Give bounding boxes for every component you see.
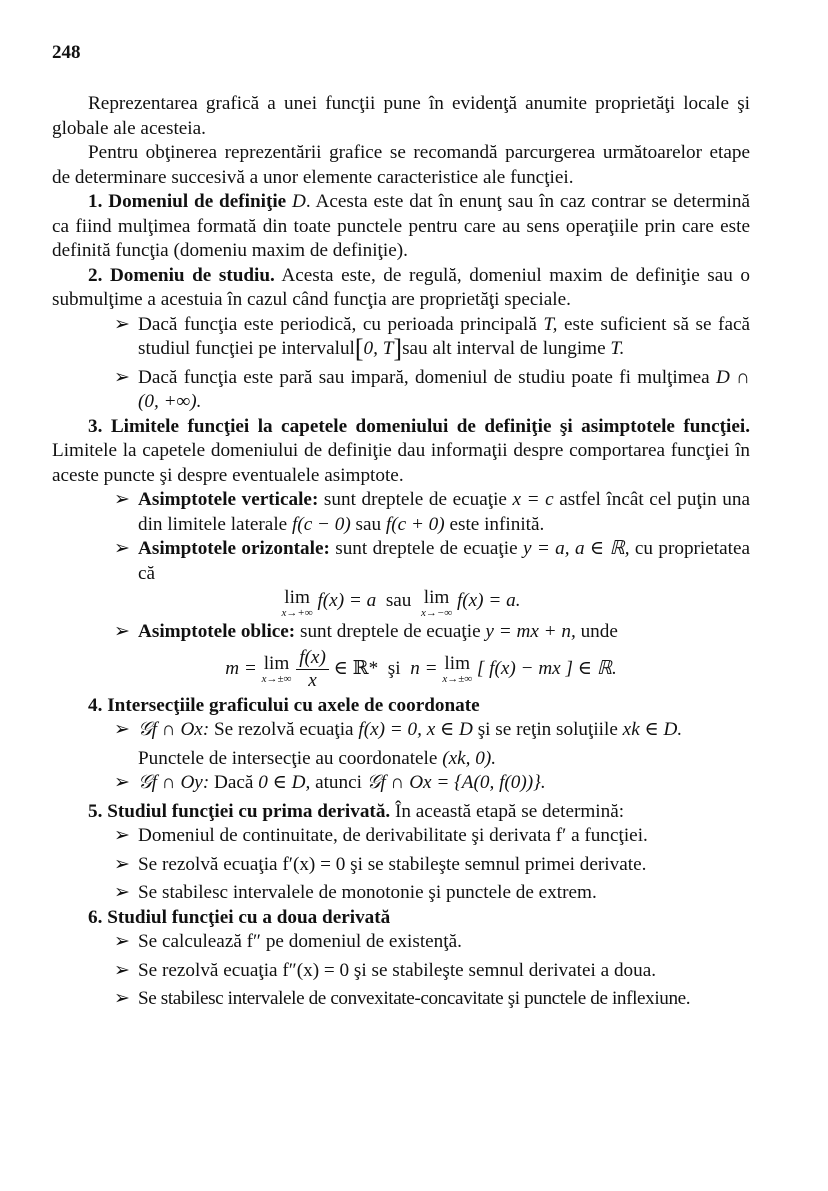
bullet-text: Se rezolvă ecuaţia bbox=[209, 719, 359, 740]
math-result: 𝒢f ∩ Ox = {A(0, f(0))}. bbox=[366, 772, 546, 793]
math-set: ∈ ℝ* bbox=[333, 657, 379, 679]
section-3-title: 3. Limitele funcţiei la capetele domeniului de definiţie şi asimptotele funcţiei. bbox=[88, 415, 750, 437]
lim-operator: lim bbox=[284, 587, 310, 608]
arrow-bullet-icon: ➢ bbox=[114, 882, 131, 903]
intro-paragraph-1: Reprezentarea grafică a unei funcţii pune în evidenţă anumite proprietăţi locale şi globale ale acesteia. bbox=[52, 93, 750, 139]
bullet-text: astfel încât cel puţin una din limitele laterale bbox=[138, 489, 750, 535]
list-item bbox=[114, 620, 750, 645]
list-item: ➢ Dacă funcţia este periodică, cu perioada principală T, este suficient să se facă studiul funcţiei pe intervalul[0, T]sau alt interval de lungime T. bbox=[114, 313, 750, 363]
list-item bbox=[114, 853, 750, 878]
list-item bbox=[114, 718, 750, 743]
list-item-continuation bbox=[138, 747, 750, 772]
section-4-title: 4. Intersecţiile graficului cu axele de coordonate bbox=[88, 694, 480, 716]
page-number: 248 bbox=[52, 42, 81, 63]
list-item bbox=[114, 930, 750, 955]
section-5-title: 5. Studiul funcţiei cu prima derivată. bbox=[88, 800, 391, 822]
bullet-text: Se stabilesc intervalele de convexitate-concavitate şi punctele de inflexiune. bbox=[138, 988, 691, 1009]
arrow-bullet-icon: ➢ bbox=[114, 489, 131, 510]
arrow-bullet-icon: ➢ bbox=[114, 853, 131, 875]
vertical-asymptote-label: Asimptotele verticale: bbox=[138, 489, 319, 510]
arrow-bullet-icon: ➢ bbox=[114, 931, 131, 952]
bullet-text: Se stabilesc intervalele de monotonie şi punctele de extrem. bbox=[138, 882, 597, 903]
lim-operator: lim bbox=[263, 653, 290, 674]
math-interval: 0, T bbox=[363, 338, 394, 359]
list-item bbox=[114, 488, 750, 537]
math-eq: y = a, a ∈ ℝ, bbox=[522, 538, 630, 559]
bullet-text: este infinită. bbox=[444, 513, 545, 535]
lim-subscript: x→−∞ bbox=[420, 607, 453, 619]
arrow-bullet-icon: ➢ bbox=[114, 313, 131, 335]
lim-subscript: x→+∞ bbox=[281, 607, 313, 619]
section-2-text: Acesta este, de regulă, domeniul maxim de definiţie sau o submulţime a acestuia în cazul când funcţia are proprietăţi speciale. bbox=[52, 264, 750, 310]
math-limit: f(c + 0) bbox=[385, 513, 445, 535]
math-expr: f(x) = a. bbox=[456, 590, 521, 611]
section-6-title: 6. Studiul funcţiei cu a doua derivată bbox=[88, 906, 391, 928]
bullet-text: şi se reţin soluţiile bbox=[472, 719, 623, 740]
bullet-text: sau bbox=[350, 513, 386, 535]
fraction-denominator: x bbox=[308, 669, 317, 691]
list-item bbox=[114, 824, 750, 849]
math-coordinates: (xk, 0). bbox=[442, 747, 496, 769]
math-graph-oy: 𝒢f ∩ Oy: bbox=[138, 772, 210, 793]
arrow-bullet-icon: ➢ bbox=[114, 959, 131, 981]
math-T: T, bbox=[543, 313, 558, 335]
section-1-title: 1. Domeniul de definiţie bbox=[88, 191, 287, 212]
domain-symbol: D bbox=[292, 191, 306, 212]
arrow-bullet-icon: ➢ bbox=[114, 538, 131, 559]
page-content bbox=[52, 92, 750, 1012]
bullet-text: sunt dreptele de ecuaţie bbox=[318, 489, 513, 510]
oblique-asymptote-formula bbox=[92, 647, 750, 692]
math-eq: f(x) = 0, x ∈ D bbox=[358, 719, 473, 740]
bullet-text: Dacă funcţia este pară sau impară, domeniul de studiu poate fi mulţimea bbox=[138, 366, 716, 388]
bullet-text: Se rezolvă ecuaţia f″(x) = 0 şi se stabileşte semnul derivatei a doua. bbox=[138, 959, 657, 981]
section-3-text: Limitele la capetele domeniului de definiţie dau informaţii despre comportarea funcţiei în aceste puncte şi despre eventualele asimptote. bbox=[52, 440, 750, 486]
formula-text: sau bbox=[385, 590, 412, 611]
bullet-text: Se calculează f″ pe domeniul de existenţă. bbox=[138, 931, 462, 952]
math-solutions: xk ∈ D. bbox=[622, 719, 683, 740]
arrow-bullet-icon: ➢ bbox=[114, 825, 131, 846]
math-m: m = bbox=[225, 657, 257, 679]
formula-text: şi bbox=[387, 657, 401, 679]
section-5-heading bbox=[88, 800, 750, 825]
horizontal-asymptote-label: Asimptotele orizontale: bbox=[138, 538, 330, 559]
list-item bbox=[114, 366, 750, 415]
bullet-text: Domeniul de continuitate, de derivabilitate şi derivata f′ a funcţiei. bbox=[138, 825, 648, 846]
math-graph-ox: 𝒢f ∩ Ox: bbox=[138, 719, 210, 740]
bullet-text: cu proprietatea că bbox=[138, 538, 750, 584]
list-item bbox=[114, 771, 750, 796]
math-domain-intersection: D ∩ (0, +∞). bbox=[138, 366, 750, 412]
arrow-bullet-icon: ➢ bbox=[114, 772, 131, 793]
math-expr: f(x) = a bbox=[317, 590, 377, 611]
bullet-text: unde bbox=[575, 621, 618, 642]
oblique-asymptote-label: Asimptotele oblice: bbox=[138, 621, 296, 642]
section-3-paragraph bbox=[52, 415, 750, 489]
intro-paragraph-2: Pentru obţinerea reprezentării grafice se recomandă parcurgerea următoarelor etape de determinare succesivă a unor elemente caracteristice ale funcţiei. bbox=[52, 142, 750, 188]
math-expr: [ f(x) − mx ] ∈ ℝ. bbox=[476, 657, 617, 679]
bullet-text: Se rezolvă ecuaţia f′(x) = 0 şi se stabileşte semnul primei derivate. bbox=[138, 853, 647, 875]
bullet-text: sunt dreptele de ecuaţie bbox=[295, 621, 486, 642]
math-eq: x = c bbox=[512, 489, 554, 510]
arrow-bullet-icon: ➢ bbox=[114, 988, 130, 1009]
bullet-text: este suficient să se facă studiul funcţiei pe intervalul bbox=[138, 313, 750, 359]
list-item bbox=[114, 959, 750, 984]
math-T: T. bbox=[610, 338, 625, 359]
fraction-numerator: f(x) bbox=[296, 647, 329, 670]
math-n: n = bbox=[410, 657, 438, 679]
math-eq: y = mx + n, bbox=[485, 621, 576, 642]
section-1-paragraph bbox=[52, 190, 750, 264]
section-2-title: 2. Domeniu de studiu. bbox=[88, 264, 275, 286]
lim-subscript: x→±∞ bbox=[442, 673, 473, 685]
horizontal-asymptote-formula bbox=[52, 588, 750, 618]
list-item bbox=[114, 881, 750, 906]
section-2-paragraph bbox=[52, 264, 750, 313]
bullet-text: sunt dreptele de ecuaţie bbox=[329, 538, 523, 559]
bullet-text: Dacă funcţia este periodică, cu perioada principală bbox=[138, 313, 544, 335]
arrow-bullet-icon: ➢ bbox=[114, 719, 131, 740]
math-condition: 0 ∈ D, bbox=[258, 772, 311, 793]
bullet-text: atunci bbox=[310, 772, 367, 793]
bullet-text: sau alt interval de lungime bbox=[402, 338, 611, 359]
lim-operator: lim bbox=[444, 653, 470, 674]
list-item bbox=[114, 987, 750, 1012]
bullet-text: Punctele de intersecţie au coordonatele bbox=[138, 747, 443, 769]
arrow-bullet-icon: ➢ bbox=[114, 366, 131, 388]
list-item bbox=[114, 537, 750, 586]
math-limit: f(c − 0) bbox=[291, 513, 351, 535]
bullet-text: Dacă bbox=[209, 772, 259, 793]
section-1-text: . Acesta este dat în enunţ sau în caz contrar se determină ca fiind mulţimea formată din toate punctele pentru care au sens operaţiile prin care este definită funcţia (domeniu maxim de definiţie). bbox=[52, 191, 750, 261]
section-5-text: În această etapă se determină: bbox=[390, 800, 625, 822]
lim-subscript: x→±∞ bbox=[261, 673, 292, 685]
arrow-bullet-icon: ➢ bbox=[114, 621, 131, 642]
fraction bbox=[296, 647, 329, 692]
lim-operator: lim bbox=[423, 587, 450, 608]
